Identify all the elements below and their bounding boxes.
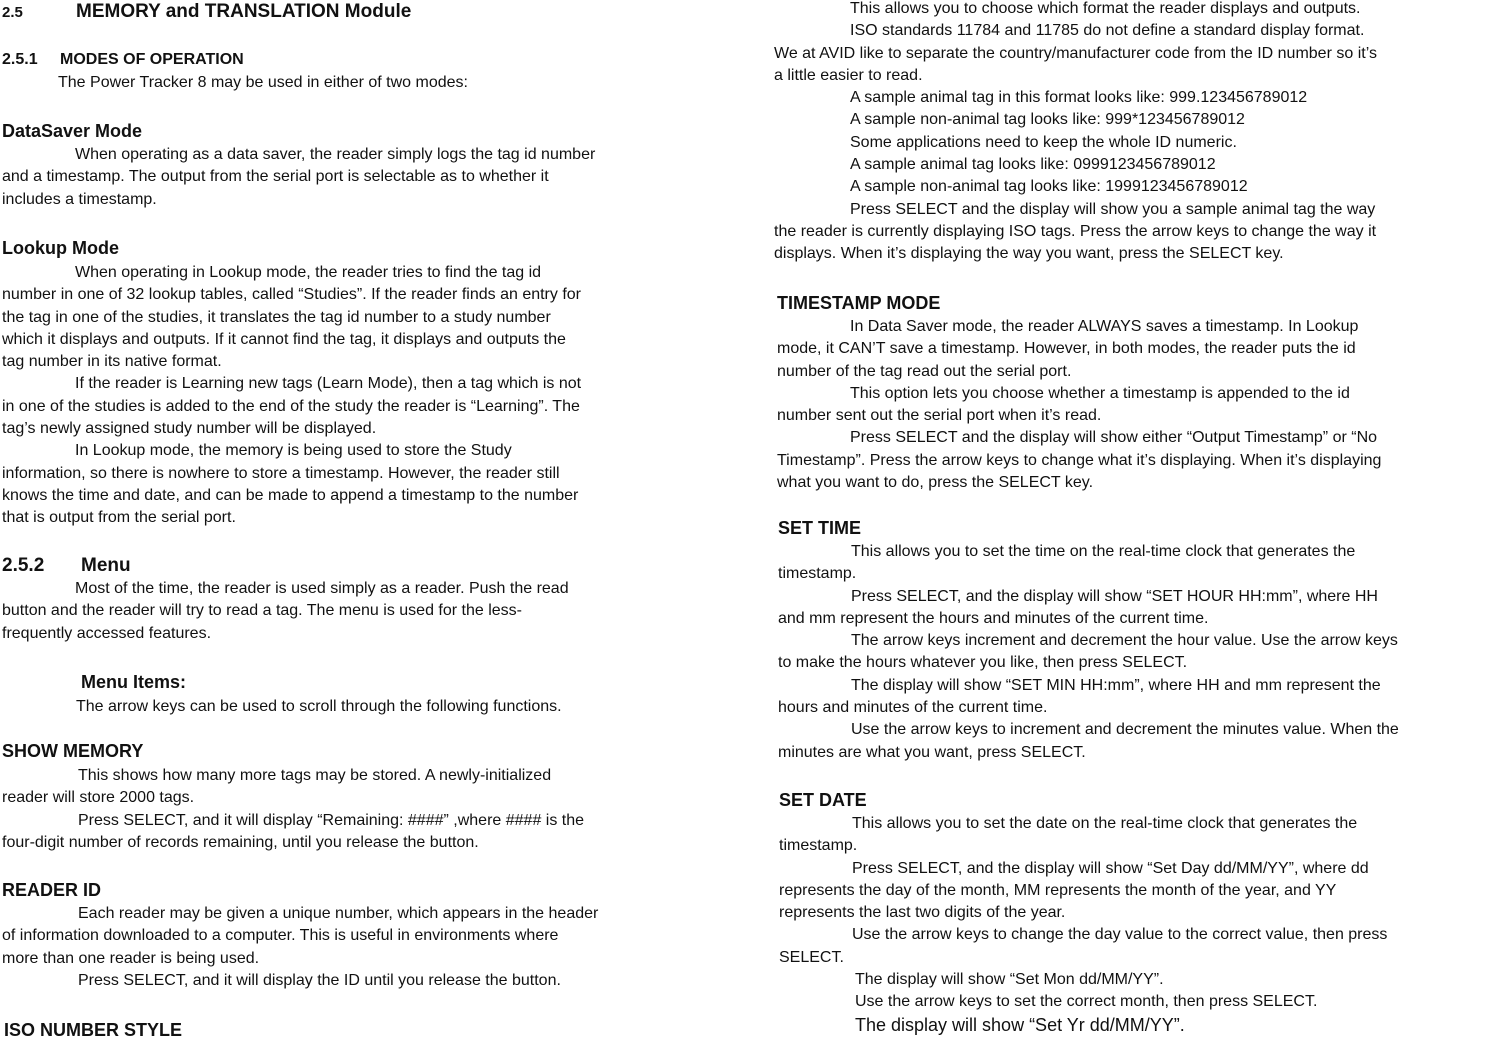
section-title: MEMORY and TRANSLATION Module xyxy=(76,1,412,22)
paragraph-line: Some applications need to keep the whole ID numeric. xyxy=(850,133,1237,151)
set-date-body xyxy=(774,813,1387,1036)
paragraph-line: displays. When it’s displaying the way you want, press the SELECT key. xyxy=(774,245,1284,263)
paragraph-line: hours and minutes of the current time. xyxy=(778,699,1048,717)
paragraph-line: button and the reader will try to read a tag. The menu is used for the less- xyxy=(2,602,522,620)
section-number: 2.5 xyxy=(2,4,23,21)
paragraph-line: which it displays and outputs. If it cannot find the tag, it displays and outputs the xyxy=(2,330,566,348)
paragraph-line: Each reader may be given a unique number, which appears in the header xyxy=(78,905,599,922)
menu-items-text: The arrow keys can be used to scroll through the following functions. xyxy=(76,698,562,715)
paragraph-line: represents the last two digits of the year. xyxy=(779,904,1066,922)
paragraph-line: knows the time and date, and can be made to append a timestamp to the number xyxy=(2,486,579,504)
iso-number-style-heading: ISO NUMBER STYLE xyxy=(4,1020,183,1040)
paragraph-line: Timestamp”. Press the arrow keys to change what it’s displaying. When it’s displaying xyxy=(777,451,1382,469)
paragraph-line: A sample non-animal tag looks like: 1999123456789012 xyxy=(850,178,1248,196)
paragraph-line: and a timestamp. The output from the serial port is selectable as to whether it xyxy=(2,168,549,186)
paragraph-line: SELECT. xyxy=(779,948,844,966)
iso-number-style-body xyxy=(774,0,1377,266)
lookup-mode-body xyxy=(2,262,581,530)
datasaver-mode-body xyxy=(2,144,595,211)
paragraph-line: This option lets you choose whether a timestamp is appended to the id xyxy=(850,384,1350,402)
paragraph-line: The display will show “Set Mon dd/MM/YY”. xyxy=(855,971,1164,989)
paragraph-line: tag number in its native format. xyxy=(2,353,222,371)
timestamp-mode-body xyxy=(774,316,1381,494)
paragraph-line: to make the hours whatever you like, then press SELECT. xyxy=(778,654,1188,672)
paragraph-line: number in one of 32 lookup tables, called “Studies”. If the reader finds an entry for xyxy=(2,286,581,304)
paragraph-line: number of the tag read out the serial port. xyxy=(777,362,1072,380)
paragraph-line: Use the arrow keys to change the day value to the correct value, then press xyxy=(852,926,1388,944)
section-number: 2.5.2 xyxy=(2,555,45,576)
menu-section-body xyxy=(2,578,569,645)
reader-id-body xyxy=(2,903,598,992)
paragraph-line: Press SELECT and the display will show either “Output Timestamp” or “No xyxy=(850,429,1378,447)
paragraph-line: four-digit number of records remaining, until you release the button. xyxy=(2,833,479,851)
paragraph-line: a little easier to read. xyxy=(774,66,923,84)
paragraph-line: ISO standards 11784 and 11785 do not define a standard display format. xyxy=(850,22,1365,40)
section-2-5-1-heading xyxy=(2,51,244,69)
section-title: Menu xyxy=(81,555,131,576)
paragraph-line: frequently accessed features. xyxy=(2,624,212,642)
paragraph-line: timestamp. xyxy=(778,565,857,583)
paragraph-line: minutes are what you want, press SELECT. xyxy=(778,743,1086,761)
set-date-heading: SET DATE xyxy=(779,790,867,810)
paragraph-line: Press SELECT, and it will display the ID until you release the button. xyxy=(78,971,561,989)
paragraph-line: and mm represent the hours and minutes of the current time. xyxy=(778,609,1209,627)
paragraph-line: the reader is currently displaying ISO tags. Press the arrow keys to change the way it xyxy=(774,222,1377,240)
section-2-5-2-heading xyxy=(2,555,131,577)
paragraph-line: If the reader is Learning new tags (Learn Mode), then a tag which is not xyxy=(75,375,582,393)
paragraph-line: number sent out the serial port when it’s read. xyxy=(777,407,1102,425)
set-time-body xyxy=(774,541,1399,764)
paragraph-line: This allows you to choose which format the reader displays and outputs. xyxy=(850,0,1361,17)
paragraph-line: Most of the time, the reader is used simply as a reader. Push the read xyxy=(75,580,569,597)
section-number: 2.5.1 xyxy=(2,51,38,68)
paragraph-line: what you want to do, press the SELECT key. xyxy=(777,474,1094,492)
paragraph-line: The arrow keys increment and decrement the hour value. Use the arrow keys xyxy=(851,632,1398,650)
paragraph-line: more than one reader is being used. xyxy=(2,949,260,967)
paragraph-line: Press SELECT, and it will display “Remaining: ####” ,where #### is the xyxy=(78,811,585,829)
show-memory-heading: SHOW MEMORY xyxy=(2,741,144,761)
paragraph-line: The display will show “Set Yr dd/MM/YY”. xyxy=(855,1014,1185,1035)
paragraph-line: Use the arrow keys to increment and decrement the minutes value. When the xyxy=(851,721,1399,739)
paragraph-line: represents the day of the month, MM represents the month of the year, and YY xyxy=(779,881,1337,899)
show-memory-body xyxy=(2,765,584,854)
modes-intro-text: The Power Tracker 8 may be used in either of two modes: xyxy=(58,74,468,91)
paragraph-line: the tag in one of the studies, it translates the tag id number to a study number xyxy=(2,308,551,326)
paragraph-line: A sample non-animal tag looks like: 999*123456789012 xyxy=(850,111,1245,129)
paragraph-line: of information downloaded to a computer. This is useful in environments where xyxy=(2,927,559,945)
paragraph-line: In Data Saver mode, the reader ALWAYS saves a timestamp. In Lookup xyxy=(850,318,1359,335)
paragraph-line: This allows you to set the time on the real-time clock that generates the xyxy=(851,543,1356,560)
menu-items-heading: Menu Items: xyxy=(81,672,187,692)
paragraph-line: This allows you to set the date on the real-time clock that generates the xyxy=(852,815,1358,832)
lookup-mode-heading: Lookup Mode xyxy=(2,238,119,258)
paragraph-line: timestamp. xyxy=(779,837,858,855)
section-2-5-heading xyxy=(2,1,411,23)
paragraph-line: in one of the studies is added to the end of the study the reader is “Learning”. The xyxy=(2,397,580,415)
paragraph-line: tag’s newly assigned study number will be displayed. xyxy=(2,420,377,438)
paragraph-line: A sample animal tag in this format looks like: 999.123456789012 xyxy=(850,89,1308,107)
paragraph-line: reader will store 2000 tags. xyxy=(2,789,195,807)
paragraph-line: that is output from the serial port. xyxy=(2,509,236,527)
paragraph-line: A sample animal tag looks like: 0999123456789012 xyxy=(850,156,1216,174)
paragraph-line: The display will show “SET MIN HH:mm”, where HH and mm represent the xyxy=(851,676,1381,694)
datasaver-mode-heading: DataSaver Mode xyxy=(2,121,143,141)
set-time-heading: SET TIME xyxy=(778,518,862,538)
timestamp-mode-heading: TIMESTAMP MODE xyxy=(777,293,941,313)
paragraph-line: We at AVID like to separate the country/manufacturer code from the ID number so it’s xyxy=(774,44,1377,62)
paragraph-line: Press SELECT, and the display will show “SET HOUR HH:mm”, where HH xyxy=(851,587,1378,605)
paragraph-line: This shows how many more tags may be stored. A newly-initialized xyxy=(78,767,552,784)
reader-id-heading: READER ID xyxy=(2,880,102,900)
paragraph-line: When operating in Lookup mode, the reader tries to find the tag id xyxy=(75,264,542,281)
paragraph-line: When operating as a data saver, the reader simply logs the tag id number xyxy=(75,146,596,163)
paragraph-line: In Lookup mode, the memory is being used to store the Study xyxy=(75,442,512,460)
paragraph-line: information, so there is nowhere to store a timestamp. However, the reader still xyxy=(2,464,560,482)
paragraph-line: Press SELECT and the display will show you a sample animal tag the way xyxy=(850,200,1376,218)
section-title: MODES OF OPERATION xyxy=(60,51,244,68)
paragraph-line: mode, it CAN’T save a timestamp. However, in both modes, the reader puts the id xyxy=(777,340,1356,358)
paragraph-line: includes a timestamp. xyxy=(2,190,157,208)
paragraph-line: Press SELECT, and the display will show “Set Day dd/MM/YY”, where dd xyxy=(852,859,1369,877)
paragraph-line: Use the arrow keys to set the correct month, then press SELECT. xyxy=(855,993,1318,1011)
